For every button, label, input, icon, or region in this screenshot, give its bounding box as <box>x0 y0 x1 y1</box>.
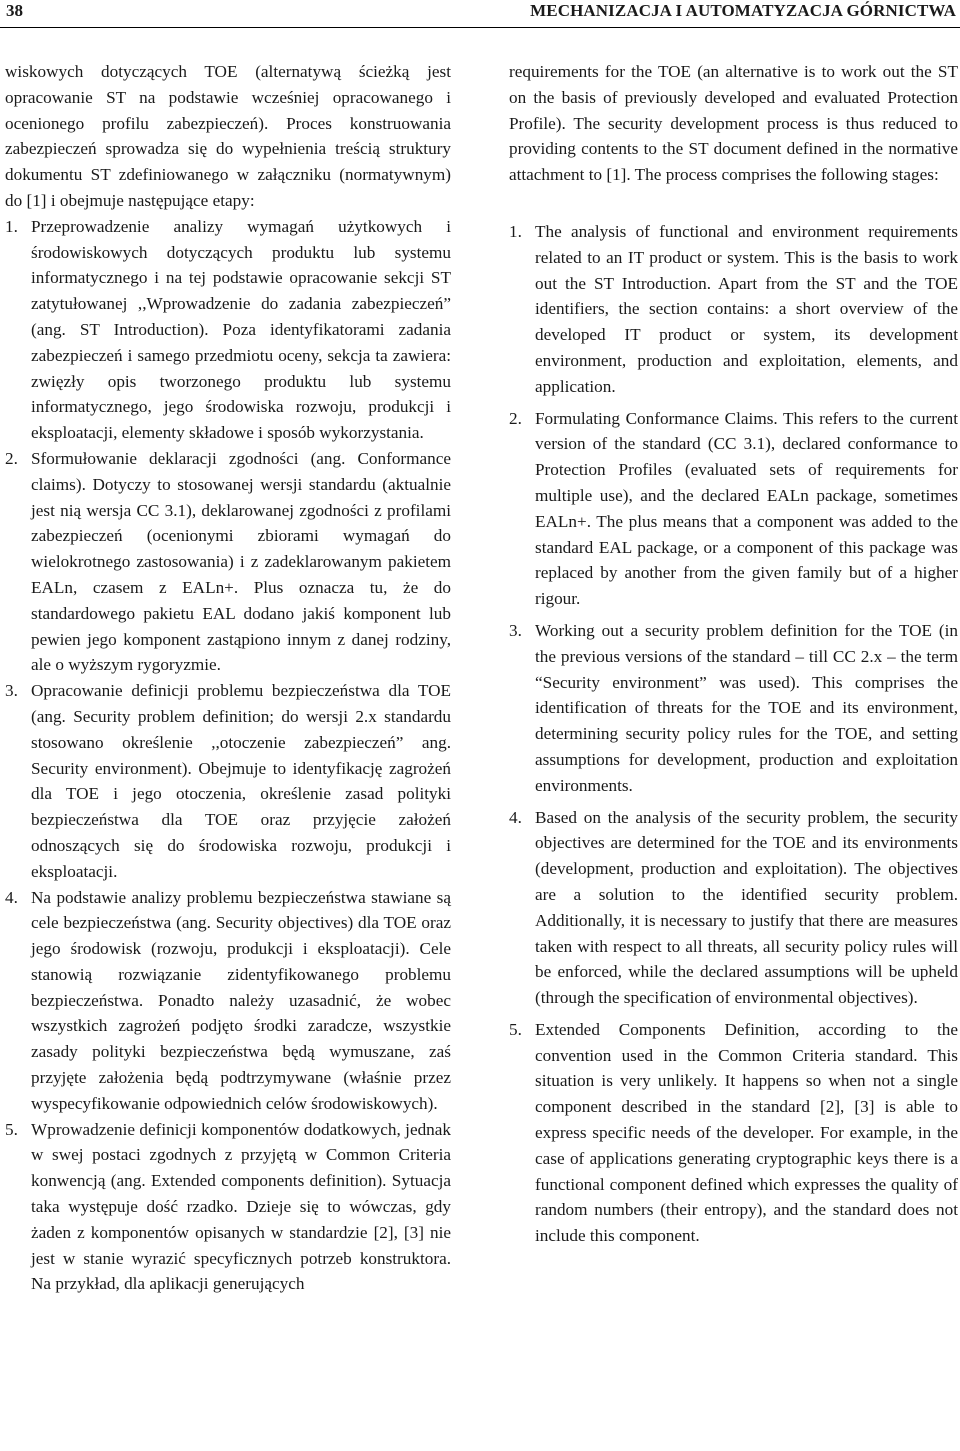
list-item <box>5 678 451 884</box>
item-text: Working out a security problem definition for the TOE (in the previous versions of the standard – till CC 2.x – the term “Security environment” was used). This comprises the identification of threats for the TOE and its environment, determining security policy rules for the TOE, and setting assumptions for development, production and exploitation environments. <box>535 620 958 795</box>
list-item <box>509 1017 958 1249</box>
journal-title: MECHANIZACJA I AUTOMATYZACJA GÓRNICTWA <box>530 1 956 20</box>
list-item <box>5 446 451 678</box>
item-text: Wprowadzenie definicji komponentów dodatkowych, jednak w swej postaci zgodnych z przyjętą w Common Criteria konwencją (ang. Extended components definition). Sytuacja taka występuje dość rzadko. Dzieje się to wówczas, gdy żaden z komponentów opisanych w standardzie [2], [3] nie jest w stanie wyrazić specyficznych potrzeb konstruktora. Na przykład, dla aplikacji generujących <box>31 1119 451 1294</box>
item-number: 5. <box>5 1119 18 1139</box>
item-text: Sformułowanie deklaracji zgodności (ang. Conformance claims). Dotyczy to stosowanej wersji standardu (aktualnie jest nią wersja CC 3.1), deklarowanej zgodności z profilami zabezpieczeń (ocenionymi zbiorami wymagań do wielokrotnego zastosowania) i z zadeklarowanym pakietem EALn, czasem z EALn+. Plus oznacza tu, że do standardowego pakietu EAL dodano jakiś komponent lub pewien jego komponent zastąpiono innym z danej rodziny, ale o wyższym rygoryzmie. <box>31 448 451 675</box>
list-item <box>5 214 451 446</box>
list-item <box>509 219 958 400</box>
page-header <box>0 0 960 26</box>
item-number: 5. <box>509 1019 522 1039</box>
stages-list <box>5 214 451 1297</box>
item-number: 3. <box>509 620 522 640</box>
list-item <box>5 1117 451 1298</box>
item-text: Opracowanie definicji problemu bezpieczeństwa dla TOE (ang. Security problem definition; do wersji 2.x standardu stosowano określenie ,,otoczenie zabezpieczeń” ang. Security environment). Obejmuje to identyfikację zagrożeń dla TOE i jego otoczenia, określenie zasad polityki bezpieczeństwa dla TOE oraz przyjęcie założeń odnoszących się do środowiska rozwoju, produkcji i eksploatacji. <box>31 681 451 881</box>
item-number: 3. <box>5 681 18 701</box>
item-text: Formulating Conformance Claims. This refers to the current version of the standard (CC 3.1), declared conformance to Protection Profiles (evaluated sets of requirements for multiple use), and the declared EALn package, sometimes EALn+. The plus means that a component was added to the standard EAL package, or a component of this package was replaced by another from the given family but of a higher rigour. <box>535 408 958 609</box>
item-number: 2. <box>509 408 522 428</box>
item-number: 2. <box>5 448 18 468</box>
list-item <box>509 406 958 612</box>
item-number: 4. <box>509 807 522 827</box>
list-item <box>509 805 958 1011</box>
item-text: The analysis of functional and environment requirements related to an IT product or system. This is the basis to work out the ST Introduction. Apart from the ST and the TOE identifiers, the section contains: a short overview of the developed IT product or system, its development environment, production and exploitation, elements, and application. <box>535 221 958 396</box>
item-text: Na podstawie analizy problemu bezpieczeństwa stawiane są cele bezpieczeństwa (ang. Security objectives) dla TOE oraz jego środowisk (rozwoju, produkcji i eksploatacji). Cele stanowią rozwiązanie zidentyfikowanego problemu bezpieczeństwa. Ponadto należy uzasadnić, że wobec wszystkich zagrożeń podjęto środki zaradcze, wszystkie zasady polityki bezpieczeństwa będą wymuszane, zaś przyjęte założenia będą podtrzymywane (właśnie przez wyspecyfikowanie odpowiednich celów środowiskowych). <box>31 887 451 1113</box>
item-number: 1. <box>509 221 522 241</box>
list-item <box>509 618 958 799</box>
intro-paragraph: wiskowych dotyczących TOE (alternatywą ścieżką jest opracowanie ST na podstawie wcześniej opracowanego i ocenionego profilu zabezpieczeń). Proces konstruowania zabezpieczeń sprowadza się do wypełnienia treścią struktury dokumentu ST zdefiniowanego w załączniku (normatywnym) do [1] i obejmuje następujące etapy: <box>5 62 451 210</box>
item-number: 4. <box>5 887 18 907</box>
item-text: Przeprowadzenie analizy wymagań użytkowych i środowiskowych dotyczących produktu lub systemu informatycznego i na tej podstawie opracowanie sekcji ST zatytułowanej ,,Wprowadzenie do zadania zabezpieczeń” (ang. ST Introduction). Poza identyfikatorami zadania zabezpieczeń i samego przedmiotu oceny, sekcja ta zawiera: zwięzły opis tworzonego produktu lub systemu informatycznego, jego środowiska rozwoju, produkcji i eksploatacji, elementy składowe i sposób wykorzystania. <box>31 216 451 443</box>
page-number: 38 <box>6 1 23 20</box>
right-column-english <box>509 59 958 1255</box>
header-rule <box>0 27 960 28</box>
stages-list <box>509 219 958 1249</box>
item-text: Based on the analysis of the security problem, the security objectives are determined for the TOE and its environments (development, production and exploitation). The objectives are a solution to the identified security problem. Additionally, it is necessary to justify that there are measures taken with respect to all threats, all security policy rules will be enforced, while the declared assumptions will be upheld (through the specification of environmental objectives). <box>535 807 958 1008</box>
intro-paragraph: requirements for the TOE (an alternative is to work out the ST on the basis of previously developed and evaluated Protection Profile). The security development process is thus reduced to providing contents to the ST document defined in the normative attachment to [1]. The process comprises the following stages: <box>509 62 958 185</box>
item-number: 1. <box>5 216 18 236</box>
left-column-polish <box>5 59 451 1297</box>
item-text: Extended Components Definition, according to the convention used in the Common Criteria standard. This situation is very unlikely. It happens so when not a single component described in the standard [2], [3] is able to express specific needs of the developer. For example, in the case of applications generating cryptographic keys there is a functional component defined which expresses the quality of random numbers (their entropy), and the standard does not include this component. <box>535 1019 958 1246</box>
list-item <box>5 885 451 1117</box>
